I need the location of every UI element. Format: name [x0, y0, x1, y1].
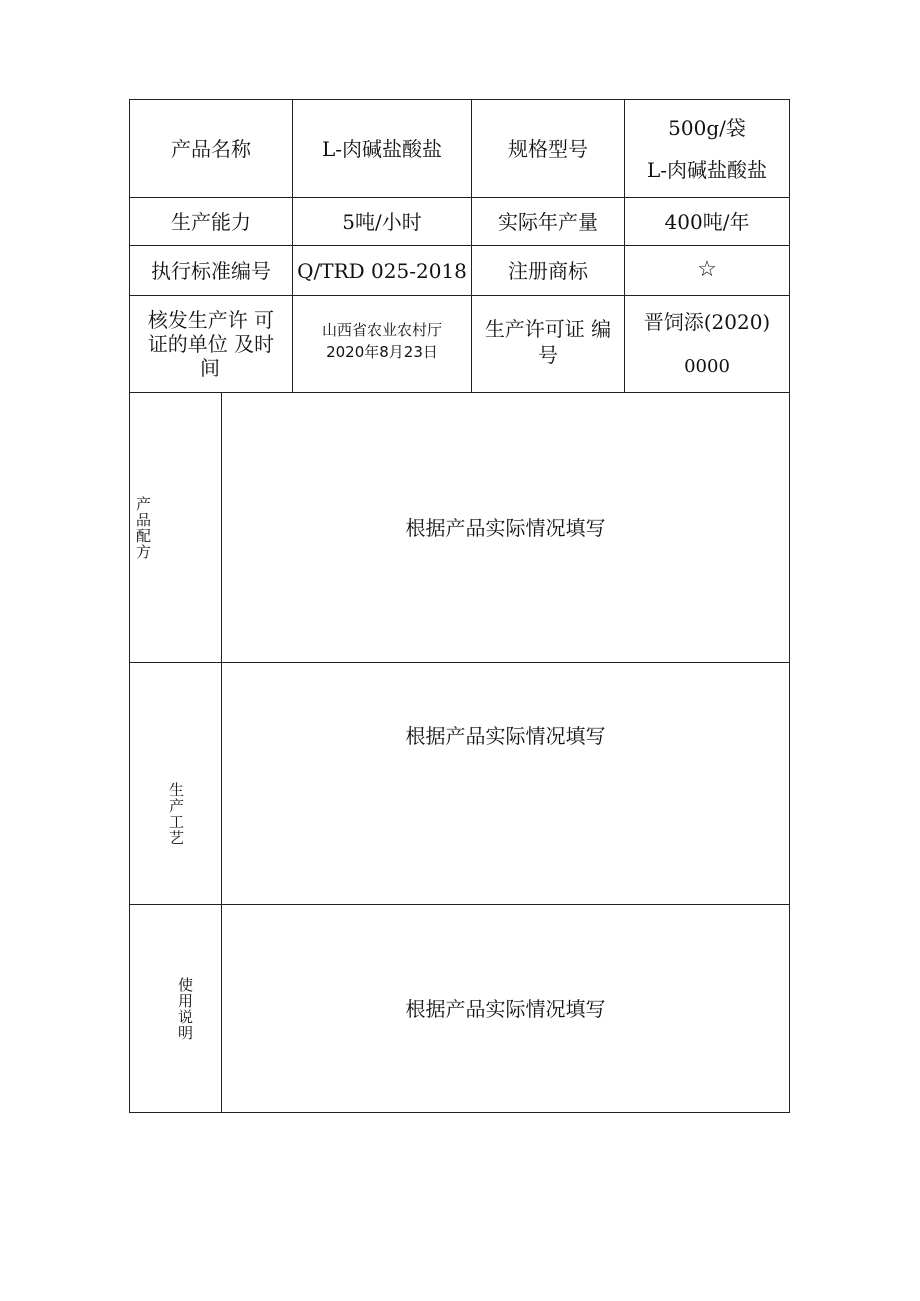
section-label-usage: [130, 905, 221, 1112]
label-spec-model: 规格型号: [508, 136, 588, 161]
section-content-formula: 根据产品实际情况填写: [405, 515, 606, 540]
value-issuing-authority: [293, 296, 471, 392]
value-capacity: 5吨/小时: [342, 209, 422, 234]
label-standard-number: 执行标准编号: [151, 258, 271, 283]
license-label-line-1: 生产许可证 编: [484, 317, 612, 341]
issuing-authority-name: 山西省农业农村厅: [321, 321, 442, 339]
value-product-name: L-肉碱盐酸盐: [321, 136, 443, 161]
value-license-number: [625, 296, 789, 392]
value-trademark: ☆: [697, 257, 717, 283]
usage-label-text: 使用说明: [176, 976, 194, 1041]
section-label-process: [130, 663, 221, 904]
issuing-label-line-3: 间: [200, 356, 220, 380]
section-content-process: 根据产品实际情况填写: [405, 724, 606, 748]
value-spec-model: [625, 100, 789, 197]
license-number-line-1: 晋饲添(2020): [643, 310, 771, 335]
process-label-text: 生产工艺: [167, 781, 185, 846]
value-standard-number: Q/TRD 025-2018: [297, 258, 467, 283]
spec-line-1: 500g/袋: [668, 115, 746, 140]
table-border-right: [789, 99, 790, 1113]
section-content-usage: 根据产品实际情况填写: [405, 996, 606, 1021]
license-label-line-2: 号: [538, 343, 558, 367]
label-license-number: [472, 296, 624, 392]
label-product-name: 产品名称: [171, 136, 251, 161]
spec-line-2: L-肉碱盐酸盐: [646, 157, 768, 182]
issuing-date: 2020年8月23日: [326, 342, 438, 361]
formula-label-text: 产品配方: [134, 495, 152, 560]
section-label-formula: [130, 393, 221, 662]
value-annual-output: 400吨/年: [664, 209, 750, 234]
license-number-line-2: 0000: [684, 356, 730, 378]
issuing-label-line-2: 证的单位 及时: [147, 332, 275, 356]
label-trademark: 注册商标: [508, 258, 588, 283]
label-annual-output: 实际年产量: [498, 209, 598, 234]
issuing-label-line-1: 核发生产许 可: [147, 308, 275, 332]
label-capacity: 生产能力: [171, 209, 251, 234]
label-issuing-authority: [130, 296, 292, 392]
table-border-bottom: [129, 1112, 790, 1113]
